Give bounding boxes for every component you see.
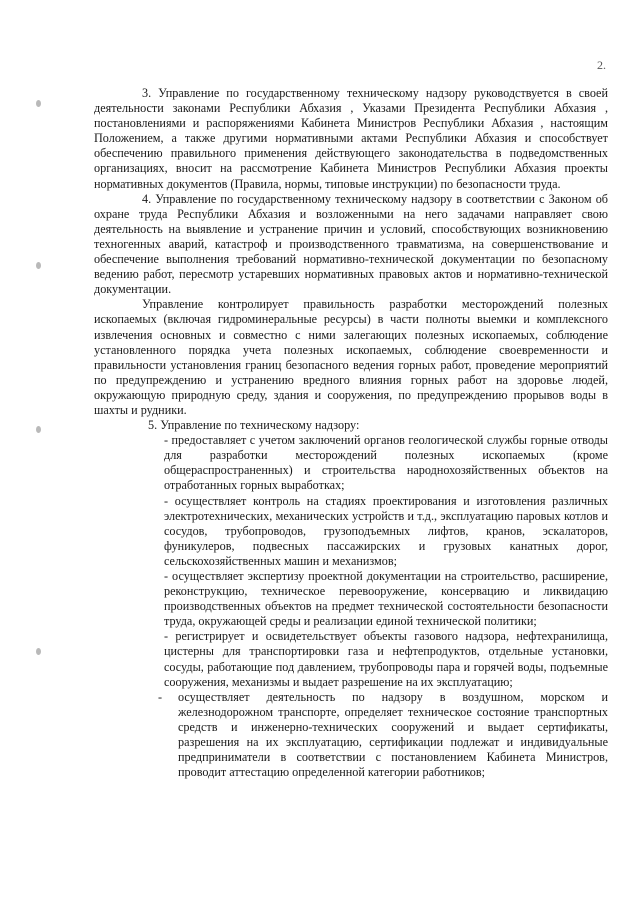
paragraph-control: Управление контролирует правильность разработки месторождений полезных ископаемых (включая гидроминеральные ресурсы) в части полноты выемки и комплексного извлечения основных и совместно с ними залегающих полезных ископаемых, соблюдение установленного порядка учета полезных ископаемых, соблюдение своевременности и правильности установления границ безопасного ведения горных работ, проведение мероприятий по предупреждению и устранению вредного влияния горных работ на здоровье людей, окружающую природную среду, здания и сооружения, по предупреждению прорывов воды в шахты и рудники. [94, 297, 608, 417]
paragraph-5-heading: 5. Управление по техническому надзору: [148, 418, 360, 433]
bullet-transport-supervision [94, 690, 608, 781]
punch-hole-mark [36, 100, 41, 107]
paragraph-4: 4. Управление по государственному техническому надзору в соответствии с Законом об охране труда Республики Абхазия и возложенными на него задачами направляет свою деятельность на выявление и устранение причин и условий, способствующих возникновению техногенных аварий, катастроф и производственного травматизма, на совершенствование и обеспечение выполнения требований нормативно-технической документации по безопасному ведению работ, пересмотр устаревших нормативных правовых актов и нормативно-технической документации. [94, 191, 608, 297]
punch-hole-mark [36, 426, 41, 433]
bullet-transport-text: осуществляет деятельность по надзору в воздушном, морском и железнодорожном транспорте, определяет техническое состояние транспортных средств и инженерно-технических сооружений и выдает сертификаты, разрешения на их эксплуатацию, сертификации подлежат и индивидуальные предприниматели в соответствии с постановлением Кабинета Министров, проводит аттестацию определенной категории работников; [178, 689, 608, 780]
bullet-mining-allotments: - предоставляет с учетом заключений органов геологической службы горные отводы для разработки месторождений полезных ископаемых (кроме общераспространенных) и строительства народнохозяйственных объектов на отработанных горных выработках; [164, 433, 608, 493]
bullet-registration: - регистрирует и освидетельствует объекты газового надзора, нефтехранилища, цистерны для транспортировки газа и нефтепродуктов, отдельные установки, сосуды, работающие под давлением, трубопроводы пара и горячей воды, подъемные сооружения, механизмы и выдает разрешение на их эксплуатацию; [164, 629, 608, 689]
punch-hole-mark [36, 648, 41, 655]
page-number: 2. [597, 58, 606, 72]
bullet-expertise: - осуществляет экспертизу проектной документации на строительство, расширение, реконструкцию, техническое перевооружение, консервацию и ликвидацию производственных объектов на предмет технической состоятельности безопасности труда, окружающей среды и реализации единой технической политики; [164, 569, 608, 629]
document-body [94, 86, 608, 780]
punch-hole-mark [36, 262, 41, 269]
bullet-design-control: - осуществляет контроль на стадиях проектирования и изготовления различных электротехнических, механических устройств и т.д., эксплуатацию паровых котлов и сосудов, трубопроводов, грузоподъемных лифтов, кранов, эскалаторов, фуникулеров, подвесных пассажирских и грузовых канатных дорог, сельскохозяйственных машин и механизмов; [164, 493, 608, 568]
list-dash: - [158, 689, 163, 704]
paragraph-3: 3. Управление по государственному техническому надзору руководствуется в своей деятельности законами Республики Абхазия , Указами Президента Республики Абхазия , постановлениями и распоряжениями Кабинета Министров Республики Абхазия , настоящим Положением, а также другими нормативными актами Республики Абхазия и способствует обеспечению правильного применения действующего законодательства в подведомственных организациях, вносит на рассмотрение Кабинета Министров Республики Абхазия проекты нормативных документов (Правила, нормы, типовые инструкции) по безопасности труда. [94, 86, 608, 191]
